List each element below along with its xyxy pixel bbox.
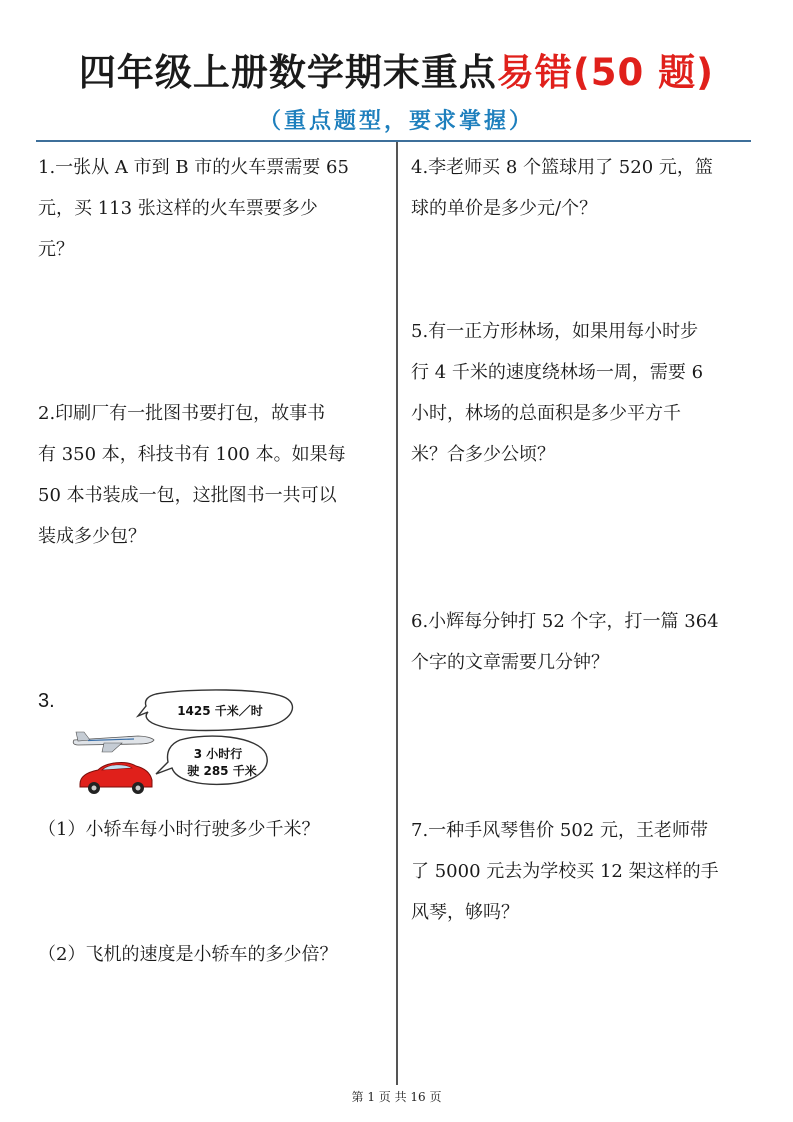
column-divider (396, 142, 398, 1085)
question-4: 4.李老师买 8 个篮球用了 520 元，篮 球的单价是多少元/个？ (411, 157, 713, 219)
question-5: 5.有一正方形林场，如果用每小时步 行 4 千米的速度绕林场一周，需要 6 小时，林场的总面积是多少平方千 米？合多少公顷？ (411, 321, 704, 465)
question-3-illustration (68, 688, 308, 803)
title-highlight: 易错(50 题) (496, 51, 715, 94)
title-main: 四年级上册数学期末重点 (78, 51, 497, 94)
question-2: 2.印刷厂有一批图书要打包，故事书 有 350 本，科技书有 100 本。如果每 50 本书装成一包，这批图书一共可以 装成多少包？ (38, 403, 346, 547)
car-speech-bubble (156, 736, 267, 784)
page-number: 第 1 页 共 16 页 (351, 1090, 442, 1104)
airplane-icon (73, 732, 154, 752)
plane-speech-bubble (138, 690, 292, 731)
question-3-part-2: （2）飞机的速度是小轿车的多少倍？ (38, 944, 338, 965)
header-divider (36, 140, 751, 142)
question-7: 7.一种手风琴售价 502 元，王老师带 了 5000 元去为学校买 12 架这样的手 风琴，够吗？ (411, 820, 719, 923)
page-title (0, 42, 793, 96)
car-bubble-line-2: 驶 285 千米 (187, 764, 257, 778)
question-6: 6.小辉每分钟打 52 个字，打一篇 364 个字的文章需要几分钟？ (411, 611, 719, 673)
red-car-icon (80, 763, 152, 794)
plane-bubble-text: 1425 千米／时 (177, 704, 263, 718)
car-bubble-line-1: 3 小时行 (193, 747, 243, 761)
question-3-part-1: （1）小轿车每小时行驶多少千米？ (38, 819, 320, 840)
question-1: 1.一张从 A 市到 B 市的火车票需要 65 元，买 113 张这样的火车票要多少 元？ (38, 157, 349, 260)
question-3-number: 3. (38, 690, 55, 712)
page-subtitle: （重点题型，要求掌握） (258, 109, 534, 134)
